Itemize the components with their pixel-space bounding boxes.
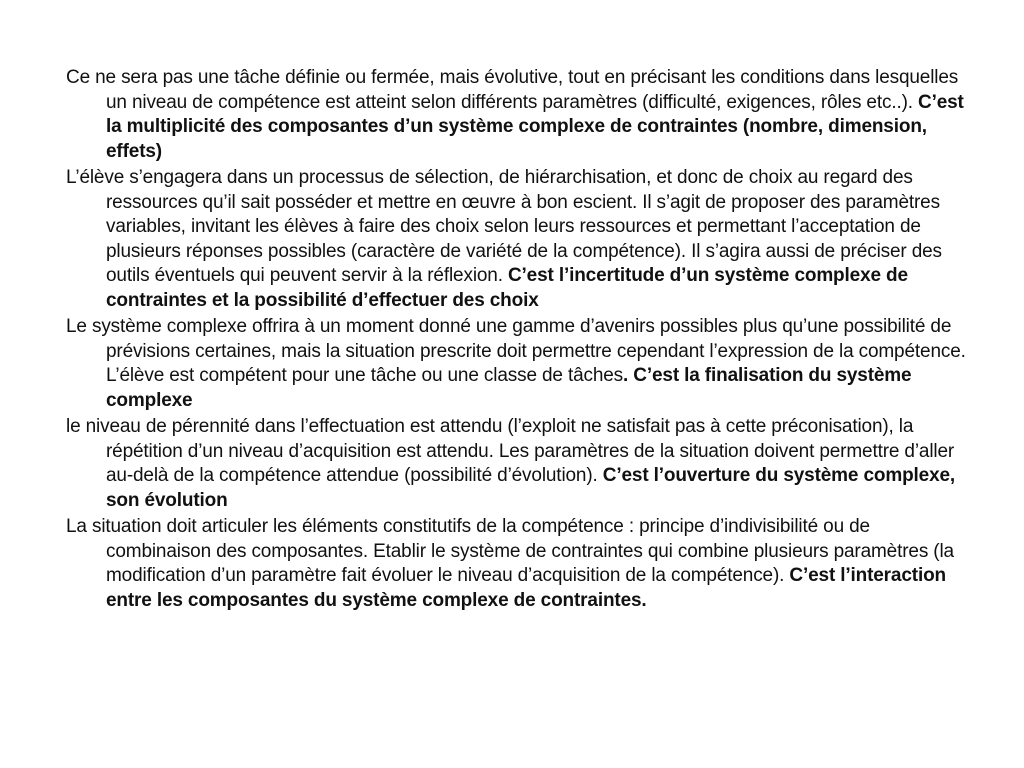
paragraph-3-bold: . C’est la finalisation du système complexe xyxy=(106,365,912,411)
paragraph-3-text: Le système complexe offrira à un moment donné une gamme d’avenirs possibles plus qu’une possibilité de prévisions certaines, mais la situation prescrite doit permettre cependant l’expression de la compétence. L’élève est compétent pour une tâche ou une classe de tâches xyxy=(66,316,966,386)
paragraph-5-bold: C’est l’interaction entre les composantes du système complexe de contraintes. xyxy=(106,565,946,611)
paragraph-5 xyxy=(66,515,971,613)
paragraph-4-bold: C’est l’ouverture du système complexe, son évolution xyxy=(106,465,956,511)
paragraph-1-bold: C’est la multiplicité des composantes d’un système complexe de contraintes (nombre, dimension, effets) xyxy=(106,91,964,162)
paragraph-2-text: L’élève s’engagera dans un processus de sélection, de hiérarchisation, et donc de choix au regard des ressources qu’il sait posséder et mettre en œuvre à bon escient. Il s’agit de proposer des paramètres variables, invitant les élèves à faire des choix selon leurs ressources et permettant l’acceptation de plusieurs réponses possibles (caractère de variété de la compétence). Il s’agira aussi de préciser des outils éventuels qui peuvent servir à la réflexion. xyxy=(66,167,942,286)
paragraph-4 xyxy=(66,415,971,513)
paragraph-2 xyxy=(66,166,971,313)
paragraph-5-text: La situation doit articuler les éléments constitutifs de la compétence : principe d’indivisibilité ou de combinaison des composantes. Etablir le système de contraintes qui combine plusieurs paramètres (la modification d’un paramètre fait évoluer le niveau d’acquisition de la compétence). xyxy=(66,516,954,586)
paragraph-1 xyxy=(66,66,971,164)
paragraph-3 xyxy=(66,315,971,413)
paragraph-1-text: Ce ne sera pas une tâche définie ou fermée, mais évolutive, tout en précisant les conditions dans lesquelles un niveau de compétence est atteint selon différents paramètres (difficulté, exigences, rôles etc..). xyxy=(66,67,959,113)
paragraph-2-bold: C’est l’incertitude d’un système complexe de contraintes et la possibilité d’effectuer des choix xyxy=(106,265,908,311)
paragraph-4-text: le niveau de pérennité dans l’effectuation est attendu (l’exploit ne satisfait pas à cette préconisation), la répétition d’un niveau d’acquisition est attendu. Les paramètres de la situation doivent permettre d’aller au-delà de la compétence attendue (possibilité d’évolution). xyxy=(66,416,955,486)
slide-body-text xyxy=(66,66,971,615)
